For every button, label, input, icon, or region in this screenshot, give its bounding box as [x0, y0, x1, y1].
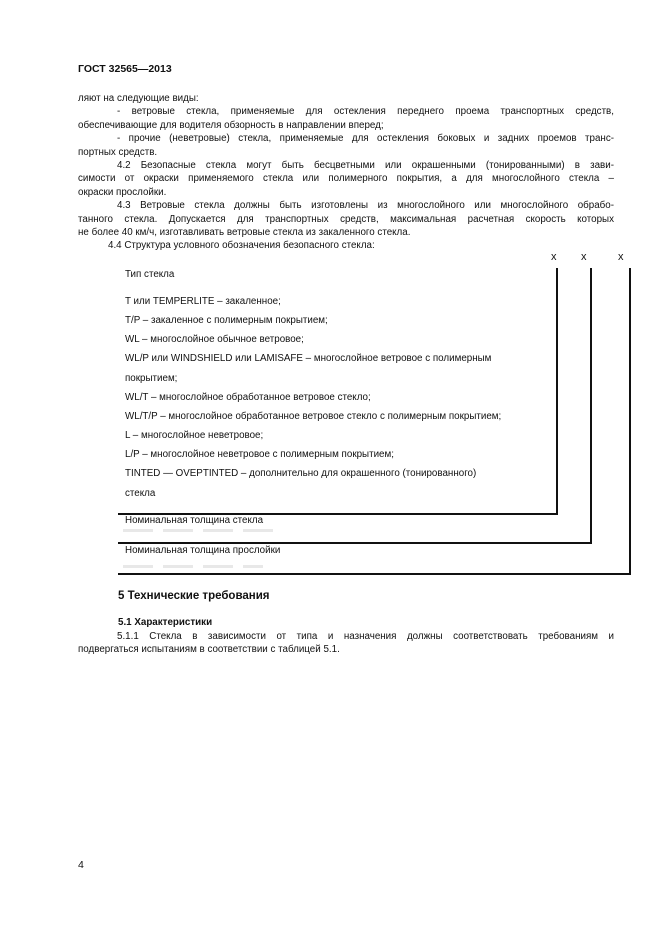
type-item: L – многослойное неветровое;: [125, 430, 264, 441]
marker-type: x: [551, 251, 557, 263]
subsection-heading: 5.1 Характеристики: [118, 617, 213, 628]
type-item: WL – многослойное обычное ветровое;: [125, 334, 304, 345]
paragraph-line: 5.1.1 Стекла в зависимости от типа и назначения должны соответствовать требованиям и: [117, 631, 614, 642]
marker-glass-thickness: x: [581, 251, 587, 263]
paragraph-line: подвергаться испытаниям в соответствии с таблицей 5.1.: [78, 644, 340, 656]
bracket-line-type: [556, 268, 558, 515]
glass-thickness-label: Номинальная толщина стекла: [125, 515, 264, 526]
section-paragraph: [78, 630, 614, 657]
intro-line: 4.4 Структура условного обозначения безопасного стекла:: [108, 240, 375, 252]
page-number: 4: [78, 859, 84, 871]
bracket-line-glass: [590, 268, 592, 544]
intro-line: танного стекла. Допускается для транспортных средств, максимальная расчетная скорость которых: [78, 213, 614, 225]
intro-line: портных средств.: [78, 146, 158, 158]
scan-artifact: [123, 529, 283, 532]
intro-line: 4.3 Ветровые стекла должны быть изготовлены из многослойного или многослойного обрабо-: [117, 200, 614, 212]
intro-text: [78, 92, 614, 253]
type-item: L/P – многослойное неветровое с полимерным покрытием;: [125, 449, 394, 460]
document-header: ГОСТ 32565—2013: [78, 63, 172, 75]
interlayer-thickness-label: Номинальная толщина прослойки: [125, 545, 281, 556]
type-label: Тип стекла: [125, 269, 175, 280]
type-item: покрытием;: [125, 373, 178, 384]
scan-artifact: [123, 565, 263, 568]
intro-line: - ветровые стекла, применяемые для остекления переднего проема транспортных средств,: [117, 106, 614, 118]
intro-line: 4.2 Безопасные стекла могут быть бесцветными или окрашенными (тонированными) в зави-: [117, 160, 614, 172]
type-item: WL/P или WINDSHIELD или LAMISAFE – многослойное ветровое с полимерным: [125, 353, 492, 364]
type-item: T или TEMPERLITE – закаленное;: [125, 296, 281, 307]
intro-line: окраски прослойки.: [78, 186, 167, 198]
type-item: стекла: [125, 488, 156, 499]
type-item: T/P – закаленное с полимерным покрытием;: [125, 315, 328, 326]
intro-line: не более 40 км/ч, изготавливать ветровые стекла из закаленного стекла.: [78, 227, 411, 239]
bracket-bottom-interlayer: [118, 573, 631, 575]
type-item: WL/T – многослойное обработанное ветровое стекло;: [125, 392, 371, 403]
intro-line: - прочие (неветровые) стекла, применяемые для остекления боковых и задних проемов транс-: [117, 133, 614, 145]
bracket-line-interlayer: [629, 268, 631, 575]
bracket-bottom-glass: [118, 542, 592, 544]
marker-interlayer-thickness: x: [618, 251, 624, 263]
intro-line: симости от окраски применяемого стекла или полимерного покрытия, а для многослойного стекла –: [78, 173, 614, 185]
type-item: WL/T/P – многослойное обработанное ветровое стекло с полимерным покрытием;: [125, 411, 502, 422]
intro-line: обеспечивающие для водителя обзорность в направлении вперед;: [78, 119, 384, 131]
type-item: TINTED — OVEPTINTED – дополнительно для окрашенного (тонированного): [125, 468, 477, 479]
intro-line: ляют на следующие виды:: [78, 93, 199, 104]
section-heading: 5 Технические требования: [118, 590, 270, 602]
